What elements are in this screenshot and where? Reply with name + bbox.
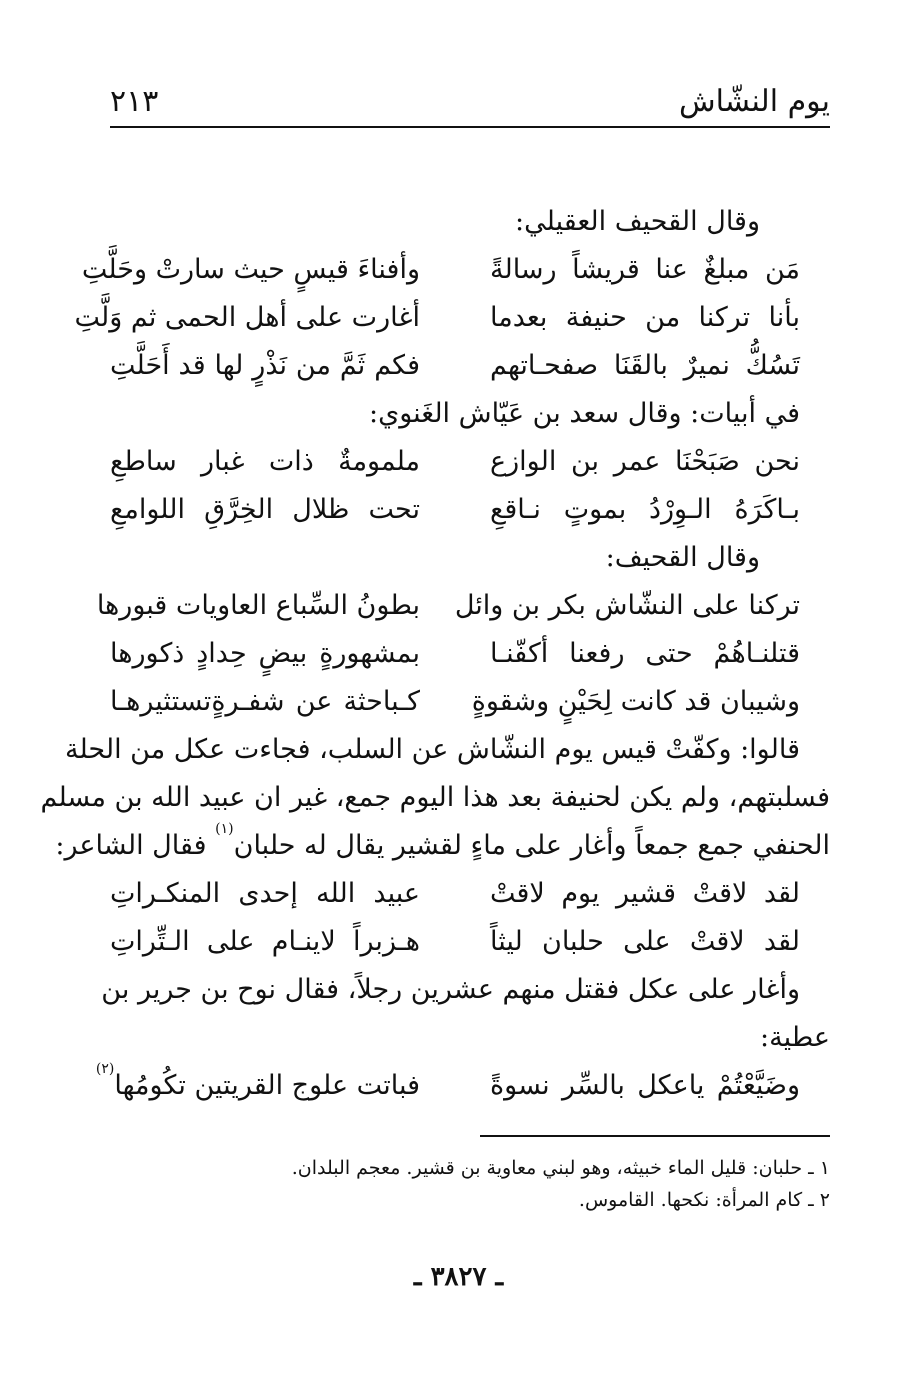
verse-first-half: وشيبان قد كانت لِحَيْنٍ وشقوةٍ: [471, 686, 800, 717]
verse-first-half: بـاكَرَهُ الـوِرْدُ بموتٍ نـاقعِ: [490, 494, 800, 525]
verse-first-half: بأنا تركنا من حنيفة بعدما: [490, 302, 800, 333]
verse-line: [96, 582, 830, 630]
footnote-ref: (٢): [95, 1061, 115, 1077]
main-text: [40, 198, 830, 1110]
poem-intro: في أبيات: وقال سعد بن عَيّاش الغَنوي:: [368, 398, 800, 429]
poem-intro: وقال القحيف العقيلي:: [515, 206, 760, 237]
footnote: ١ ـ حلبان: قليل الماء خبيثه، وهو لبني معاوية بن قشير. معجم البلدان.: [291, 1157, 830, 1179]
verse-second-half: عبيد الله إحدى المنكـراتِ: [110, 878, 420, 909]
verse-first-half: تركنا على النشّاش بكر بن وائل: [454, 590, 800, 621]
verse-first-half: مَن مبلغٌ عنا قريشاً رسالةً: [490, 254, 800, 285]
verse-first-half: تَسُكُّ نميرٌ بالقَنَا صفحـاتهم: [490, 350, 800, 381]
header-rule: [110, 126, 830, 128]
verse-line: [110, 918, 830, 966]
verse-second-half: ملمومةٌ ذات غبار ساطعِ: [110, 446, 420, 477]
prose-text: فقال الشاعر:: [55, 830, 216, 861]
verse-first-half: قتلنـاهُمْ حتى رفعنا أكفّنـا: [490, 638, 800, 669]
verse-second-half: هـزبراً لاينـام على الـتِّراتِ: [110, 926, 420, 957]
prose-line: وأغار على عكل فقتل منهم عشرين رجلاً، فقال نوح بن جرير بن: [101, 974, 800, 1005]
verse-second-half: وأفناءَ قيسٍ حيث سارتْ وحَلَّتِ: [81, 254, 420, 285]
prose-line: قالوا: وكفّتْ قيس يوم النشّاش عن السلب، فجاءت عكل من الحلة: [65, 734, 800, 765]
verse-second-half: بطونُ السِّباع العاويات قبورها: [96, 590, 420, 621]
footnotes: [110, 1152, 830, 1216]
verse-line: [110, 486, 830, 534]
verse-line: [110, 870, 830, 918]
verse-first-half: لقد لاقتْ على حلبان ليثاً: [490, 926, 800, 957]
verse-first-half: وضَيَّعْتُمْ ياعكل بالسِّر نسوةً: [490, 1070, 800, 1101]
verse-line: [81, 246, 830, 294]
verse-second-half: [95, 1061, 420, 1110]
verse-first-half: لقد لاقتْ قشير يوم لاقتْ: [490, 878, 800, 909]
footnote: ٢ ـ كام المرأة: نكحها. القاموس.: [578, 1189, 830, 1211]
verse-second-half: بمشهورةٍ بيضٍ حِدادٍ ذكورها: [110, 638, 420, 669]
verse-second-half: أغارت على أهل الحمى ثم وَلَّتِ: [74, 302, 420, 333]
verse-line: [110, 678, 830, 726]
footnote-ref: (١): [215, 821, 234, 837]
verse-first-half: نحن صَبَحْنَا عمر بن الوازع: [490, 446, 800, 477]
verse-line: [74, 294, 830, 342]
verse-text: فباتت علوج القريتين تكُومُها: [114, 1070, 420, 1101]
verse-line: [110, 630, 830, 678]
prose-text: الحنفي جمع جمعاً وأغار على ماءٍ لقشير يقال له حلبان: [233, 830, 830, 861]
prose-line: فسلبتهم، ولم يكن لحنيفة بعد هذا اليوم جمع، غير ان عبيد الله بن مسلم: [40, 782, 830, 813]
verse-line: [110, 438, 830, 486]
running-title: يوم النشّاش: [678, 84, 830, 119]
poem-intro: وقال القحيف:: [605, 542, 760, 573]
prose-line: [55, 821, 830, 870]
footnote-rule: [480, 1135, 830, 1137]
page-number-bottom: ـ ٣٨٢٧ ـ: [413, 1262, 504, 1292]
verse-second-half: فكم ثَمَّ من نَذْرٍ لها قد أَحَلَّتِ: [110, 350, 420, 381]
prose-line: عطية:: [760, 1022, 830, 1053]
page-header: [110, 78, 830, 128]
verse-second-half: تحت ظلال الخِرَّقِ اللوامعِ: [110, 494, 420, 525]
verse-second-half: كـباحثة عن شفـرةٍتستثيرهـا: [110, 686, 420, 717]
verse-line: [110, 342, 830, 390]
verse-line: [95, 1061, 830, 1110]
page-number-top: ٢١٣: [110, 84, 159, 119]
